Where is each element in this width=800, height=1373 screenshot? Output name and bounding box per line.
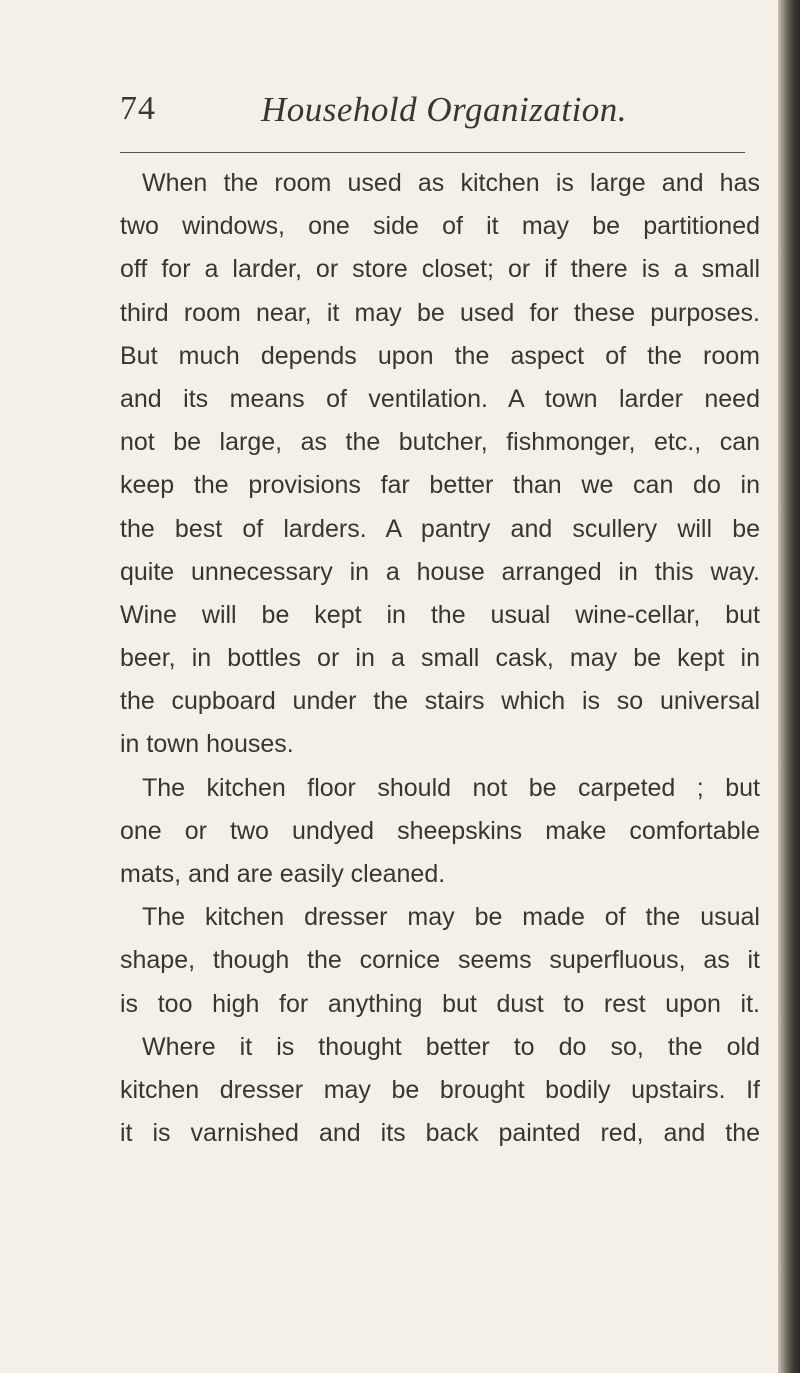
- text-line: in town houses.: [120, 730, 294, 759]
- text-line: beer, in bottles or in a small cask, may be kept in: [120, 644, 760, 673]
- text-line: one or two undyed sheepskins make comfortable: [120, 816, 760, 845]
- text-line: Where it is thought better to do so, the old: [142, 1032, 760, 1061]
- text-line: mats, and are easily cleaned.: [120, 860, 446, 888]
- text-line: and its means of ventilation. A town larder need: [120, 384, 760, 413]
- text-line: third room near, it may be used for these purposes.: [120, 298, 760, 327]
- text-line: The kitchen dresser may be made of the usual: [142, 903, 760, 932]
- text-line: not be large, as the butcher, fishmonger, etc., can: [120, 428, 760, 457]
- text-line: the cupboard under the stairs which is so universal: [120, 687, 760, 716]
- text-line: keep the provisions far better than we can do in: [120, 471, 760, 500]
- text-line: it is varnished and its back painted red, and the: [120, 1119, 760, 1148]
- text-line: kitchen dresser may be brought bodily upstairs. If: [120, 1075, 760, 1104]
- text-line: But much depends upon the aspect of the room: [120, 341, 760, 370]
- text-line: two windows, one side of it may be partitioned: [120, 212, 760, 241]
- text-line: quite unnecessary in a house arranged in this way.: [120, 557, 760, 586]
- page-number: 74: [120, 90, 156, 127]
- text-line: shape, though the cornice seems superfluous, as it: [120, 946, 760, 975]
- text-line: The kitchen floor should not be carpeted ; but: [142, 773, 760, 802]
- running-title: Household Organization.: [261, 90, 628, 129]
- text-line: is too high for anything but dust to rest upon it.: [120, 989, 760, 1018]
- text-line: the best of larders. A pantry and scullery will be: [120, 514, 760, 543]
- header-rule: [120, 152, 745, 153]
- text-line: Wine will be kept in the usual wine-cellar, but: [120, 600, 760, 629]
- body-text: [120, 162, 760, 1155]
- page-edge: [778, 0, 800, 1373]
- text-line: When the room used as kitchen is large and has: [142, 169, 760, 197]
- text-line: off for a larder, or store closet; or if there is a small: [120, 255, 760, 284]
- page-header: [120, 90, 760, 140]
